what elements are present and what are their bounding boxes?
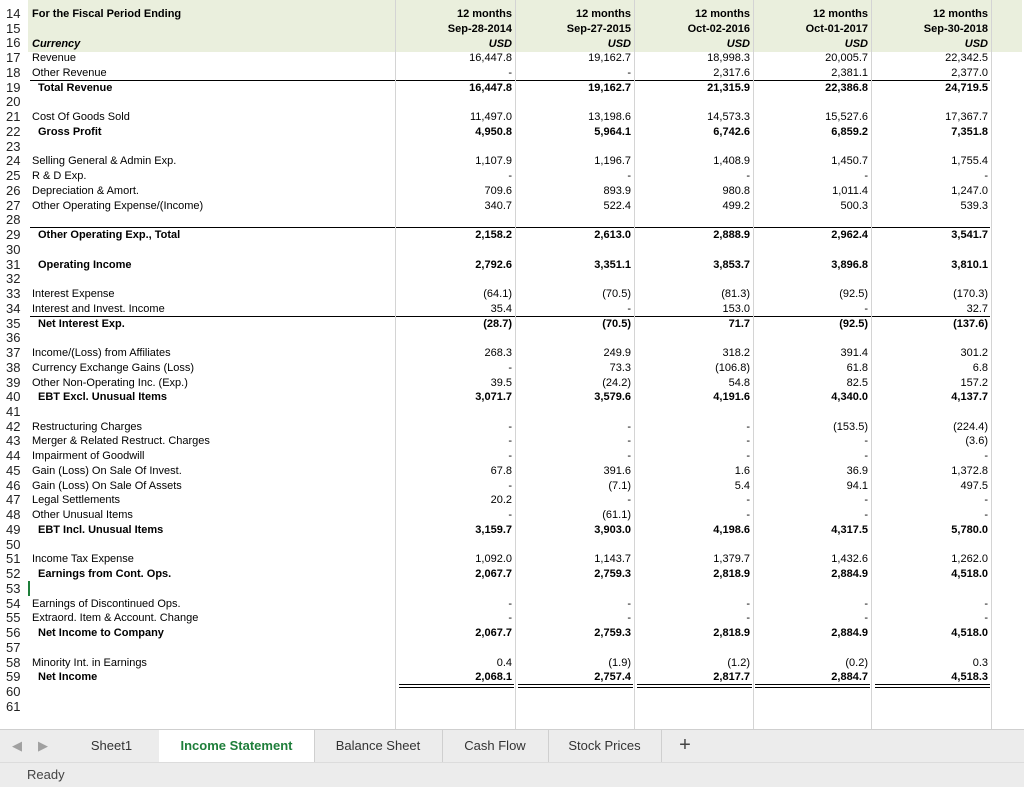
- row-label[interactable]: Legal Settlements: [32, 494, 121, 507]
- value-cell[interactable]: 94.1: [846, 479, 868, 492]
- value-cell[interactable]: 1.6: [734, 464, 750, 477]
- value-cell[interactable]: 2,759.3: [594, 627, 631, 640]
- value-cell[interactable]: 497.5: [960, 479, 988, 492]
- column-gridline: [634, 0, 635, 729]
- row-label[interactable]: Gain (Loss) On Sale Of Assets: [32, 479, 182, 492]
- value-cell[interactable]: -: [627, 66, 631, 79]
- value-cell[interactable]: 2,884.9: [831, 568, 868, 581]
- row-number[interactable]: 24: [6, 153, 21, 169]
- row-number[interactable]: 48: [6, 507, 21, 523]
- value-cell[interactable]: 2,158.2: [475, 229, 512, 242]
- row-label[interactable]: EBT Incl. Unusual Items: [38, 523, 164, 536]
- row-number[interactable]: 32: [6, 271, 21, 287]
- value-cell[interactable]: -: [746, 597, 750, 610]
- row-number[interactable]: 38: [6, 359, 21, 375]
- value-cell[interactable]: -: [746, 509, 750, 522]
- value-cell[interactable]: 153.0: [722, 302, 750, 315]
- row-label[interactable]: Gain (Loss) On Sale Of Invest.: [32, 464, 182, 477]
- value-cell[interactable]: 11,497.0: [469, 111, 512, 124]
- row-number[interactable]: 35: [6, 315, 21, 331]
- total-underline: [518, 684, 633, 688]
- value-cell[interactable]: -: [746, 450, 750, 463]
- column-header-period: 12 months: [694, 8, 750, 20]
- value-cell[interactable]: 20,005.7: [825, 52, 868, 65]
- value-cell[interactable]: 1,011.4: [832, 184, 868, 197]
- row-number[interactable]: 43: [6, 433, 21, 449]
- column-header-period: 12 months: [932, 8, 988, 20]
- value-cell[interactable]: 391.6: [603, 464, 631, 477]
- value-cell[interactable]: (28.7): [483, 317, 512, 330]
- sheet-tab[interactable]: Sheet1: [64, 730, 160, 762]
- value-cell[interactable]: 6,742.6: [713, 125, 750, 138]
- value-cell[interactable]: -: [864, 494, 868, 507]
- value-cell[interactable]: 2,884.7: [831, 671, 868, 684]
- value-cell[interactable]: 301.2: [960, 347, 988, 360]
- value-cell[interactable]: -: [508, 509, 512, 522]
- column-header[interactable]: [758, 7, 868, 52]
- column-header-date: Sep-30-2018: [923, 23, 988, 35]
- value-cell[interactable]: -: [627, 420, 631, 433]
- value-cell[interactable]: 1,432.6: [831, 553, 868, 566]
- row-label[interactable]: Earnings from Cont. Ops.: [38, 568, 172, 581]
- value-cell[interactable]: 16,447.8: [469, 52, 512, 65]
- value-cell[interactable]: 3,903.0: [594, 523, 631, 536]
- row-label[interactable]: Net Interest Exp.: [38, 317, 125, 330]
- row-label[interactable]: Merger & Related Restruct. Charges: [32, 435, 210, 448]
- row-number[interactable]: 16: [6, 35, 21, 51]
- value-cell[interactable]: -: [508, 361, 512, 374]
- row-number[interactable]: 57: [6, 639, 21, 655]
- value-cell[interactable]: 36.9: [846, 464, 868, 477]
- column-header[interactable]: [521, 7, 631, 52]
- value-cell[interactable]: -: [984, 509, 988, 522]
- value-cell[interactable]: 893.9: [603, 184, 631, 197]
- value-cell[interactable]: 1,379.7: [713, 553, 750, 566]
- total-underline: [30, 316, 990, 317]
- header-label[interactable]: For the Fiscal Period Ending: [32, 8, 182, 20]
- value-cell[interactable]: 2,067.7: [475, 627, 512, 640]
- column-header[interactable]: [878, 7, 988, 52]
- total-underline: [637, 684, 752, 688]
- status-text: Ready: [27, 767, 65, 782]
- value-cell[interactable]: 3,071.7: [475, 391, 512, 404]
- value-cell[interactable]: 14,573.3: [707, 111, 750, 124]
- value-cell[interactable]: 2,757.4: [594, 671, 631, 684]
- column-header-date: Oct-01-2017: [805, 23, 868, 35]
- value-cell[interactable]: 2,792.6: [475, 258, 512, 271]
- row-label[interactable]: Gross Profit: [38, 125, 102, 138]
- row-label[interactable]: Interest and Invest. Income: [32, 302, 165, 315]
- row-label[interactable]: Cost Of Goods Sold: [32, 111, 130, 124]
- value-cell[interactable]: 24,719.5: [945, 81, 988, 94]
- value-cell[interactable]: 39.5: [490, 376, 512, 389]
- column-gridline: [871, 0, 872, 729]
- value-cell[interactable]: -: [627, 170, 631, 183]
- value-cell[interactable]: 2,818.9: [713, 627, 750, 640]
- row-label[interactable]: Income/(Loss) from Affiliates: [32, 347, 171, 360]
- value-cell[interactable]: -: [984, 170, 988, 183]
- value-cell[interactable]: 16,447.8: [469, 81, 512, 94]
- value-cell[interactable]: (170.3): [953, 288, 988, 301]
- value-cell[interactable]: 249.9: [603, 347, 631, 360]
- value-cell[interactable]: 5.4: [734, 479, 750, 492]
- add-sheet-button[interactable]: +: [679, 734, 691, 756]
- total-underline: [30, 227, 990, 228]
- value-cell[interactable]: 73.3: [609, 361, 631, 374]
- value-cell[interactable]: 2,817.7: [713, 671, 750, 684]
- value-cell[interactable]: 5,964.1: [594, 125, 631, 138]
- value-cell[interactable]: 2,818.9: [713, 568, 750, 581]
- row-number[interactable]: 45: [6, 462, 21, 478]
- row-label[interactable]: Other Unusual Items: [32, 509, 133, 522]
- column-header-currency: USD: [488, 38, 512, 50]
- row-number[interactable]: 15: [6, 20, 21, 36]
- value-cell[interactable]: 980.8: [722, 184, 750, 197]
- row-number[interactable]: 22: [6, 123, 21, 139]
- next-sheet-icon[interactable]: ▶: [38, 738, 48, 753]
- value-cell[interactable]: 522.4: [603, 199, 631, 212]
- value-cell[interactable]: 3,853.7: [713, 258, 750, 271]
- row-number[interactable]: 60: [6, 684, 21, 700]
- row-number[interactable]: 37: [6, 345, 21, 361]
- value-cell[interactable]: -: [746, 420, 750, 433]
- value-cell[interactable]: (70.5): [602, 317, 631, 330]
- value-cell[interactable]: -: [746, 170, 750, 183]
- value-cell[interactable]: 539.3: [960, 199, 988, 212]
- row-number[interactable]: 21: [6, 109, 21, 125]
- value-cell[interactable]: -: [627, 435, 631, 448]
- value-cell[interactable]: (0.2): [845, 656, 868, 669]
- value-cell[interactable]: 1,408.9: [713, 155, 750, 168]
- row-number[interactable]: 33: [6, 286, 21, 302]
- value-cell[interactable]: -: [984, 450, 988, 463]
- column-header-date: Oct-02-2016: [687, 23, 750, 35]
- value-cell[interactable]: 21,315.9: [707, 81, 750, 94]
- row-number[interactable]: 18: [6, 64, 21, 80]
- row-label[interactable]: Impairment of Goodwill: [32, 450, 145, 463]
- row-label[interactable]: Other Operating Expense/(Income): [32, 199, 204, 212]
- column-gridline: [515, 0, 516, 729]
- value-cell[interactable]: 2,068.1: [475, 671, 512, 684]
- value-cell[interactable]: -: [508, 170, 512, 183]
- value-cell[interactable]: 19,162.7: [588, 81, 631, 94]
- value-cell[interactable]: 0.4: [496, 656, 512, 669]
- value-cell[interactable]: 2,613.0: [594, 229, 631, 242]
- value-cell[interactable]: 0.3: [972, 656, 988, 669]
- value-cell[interactable]: 1,092.0: [475, 553, 512, 566]
- value-cell[interactable]: 13,198.6: [588, 111, 631, 124]
- row-number[interactable]: 25: [6, 168, 21, 184]
- row-number[interactable]: 58: [6, 654, 21, 670]
- value-cell[interactable]: (1.2): [727, 656, 750, 669]
- sheet-tab[interactable]: Cash Flow: [442, 730, 549, 762]
- value-cell[interactable]: 2,888.9: [713, 229, 750, 242]
- value-cell[interactable]: -: [984, 597, 988, 610]
- row-label[interactable]: R & D Exp.: [32, 170, 87, 183]
- value-cell[interactable]: 4,191.6: [713, 391, 750, 404]
- value-cell[interactable]: 71.7: [728, 317, 750, 330]
- row-number[interactable]: 31: [6, 256, 21, 272]
- column-header-date: Sep-28-2014: [447, 23, 512, 35]
- row-label[interactable]: Earnings of Discontinued Ops.: [32, 597, 181, 610]
- value-cell[interactable]: -: [508, 435, 512, 448]
- value-cell[interactable]: 4,518.0: [951, 568, 988, 581]
- value-cell[interactable]: -: [508, 597, 512, 610]
- row-label[interactable]: Depreciation & Amort.: [32, 184, 139, 197]
- value-cell[interactable]: (1.9): [608, 656, 631, 669]
- row-number[interactable]: 55: [6, 610, 21, 626]
- value-cell[interactable]: 4,950.8: [475, 125, 512, 138]
- column-header-date: Sep-27-2015: [566, 23, 631, 35]
- value-cell[interactable]: 22,342.5: [945, 52, 988, 65]
- value-cell[interactable]: (64.1): [483, 288, 512, 301]
- value-cell[interactable]: (153.5): [833, 420, 868, 433]
- value-cell[interactable]: -: [627, 494, 631, 507]
- value-cell[interactable]: 6.8: [972, 361, 988, 374]
- value-cell[interactable]: 709.6: [484, 184, 512, 197]
- value-cell[interactable]: -: [508, 420, 512, 433]
- value-cell[interactable]: (224.4): [953, 420, 988, 433]
- value-cell[interactable]: 4,198.6: [713, 523, 750, 536]
- value-cell[interactable]: 1,755.4: [951, 155, 988, 168]
- row-number[interactable]: 49: [6, 521, 21, 537]
- row-label[interactable]: Other Operating Exp., Total: [38, 229, 181, 242]
- value-cell[interactable]: 35.4: [490, 302, 512, 315]
- value-cell[interactable]: (92.5): [839, 288, 868, 301]
- row-number[interactable]: 50: [6, 536, 21, 552]
- value-cell[interactable]: 1,450.7: [831, 155, 868, 168]
- row-number[interactable]: 14: [6, 6, 21, 21]
- value-cell[interactable]: 82.5: [846, 376, 868, 389]
- row-label[interactable]: Restructuring Charges: [32, 420, 143, 433]
- row-label[interactable]: Interest Expense: [32, 288, 115, 301]
- value-cell[interactable]: 1,196.7: [594, 155, 631, 168]
- column-gridline: [991, 0, 992, 729]
- row-number[interactable]: 46: [6, 477, 21, 493]
- value-cell[interactable]: 4,518.3: [951, 671, 988, 684]
- value-cell[interactable]: (3.6): [965, 435, 988, 448]
- value-cell[interactable]: -: [864, 450, 868, 463]
- value-cell[interactable]: (81.3): [721, 288, 750, 301]
- value-cell[interactable]: 54.8: [728, 376, 750, 389]
- row-label[interactable]: Operating Income: [38, 258, 132, 271]
- column-gridline: [395, 0, 396, 729]
- row-label[interactable]: Selling General & Admin Exp.: [32, 155, 177, 168]
- prev-sheet-icon[interactable]: ◀: [12, 738, 22, 753]
- value-cell[interactable]: -: [864, 435, 868, 448]
- value-cell[interactable]: (106.8): [715, 361, 750, 374]
- row-number[interactable]: 56: [6, 625, 21, 641]
- value-cell[interactable]: 499.2: [722, 199, 750, 212]
- row-label[interactable]: Other Revenue: [32, 66, 107, 79]
- row-number[interactable]: 39: [6, 374, 21, 390]
- row-number[interactable]: 52: [6, 566, 21, 582]
- value-cell[interactable]: 3,351.1: [594, 258, 631, 271]
- value-cell[interactable]: -: [508, 450, 512, 463]
- value-cell[interactable]: 32.7: [966, 302, 988, 315]
- row-number[interactable]: 42: [6, 418, 21, 434]
- value-cell[interactable]: 3,159.7: [475, 523, 512, 536]
- value-cell[interactable]: 18,998.3: [707, 52, 750, 65]
- row-label[interactable]: Revenue: [32, 52, 77, 65]
- total-underline: [755, 684, 870, 688]
- value-cell[interactable]: 4,340.0: [831, 391, 868, 404]
- value-cell[interactable]: 3,541.7: [951, 229, 988, 242]
- row-number[interactable]: 20: [6, 94, 21, 110]
- value-cell[interactable]: -: [508, 479, 512, 492]
- value-cell[interactable]: -: [864, 597, 868, 610]
- value-cell[interactable]: 15,527.6: [825, 111, 868, 124]
- value-cell[interactable]: 340.7: [484, 199, 512, 212]
- row-number[interactable]: 51: [6, 551, 21, 567]
- value-cell[interactable]: (24.2): [602, 376, 631, 389]
- value-cell[interactable]: 1,262.0: [951, 553, 988, 566]
- row-label[interactable]: Other Non-Operating Inc. (Exp.): [32, 376, 188, 389]
- value-cell[interactable]: 1,247.0: [951, 184, 988, 197]
- row-number[interactable]: 61: [6, 698, 21, 714]
- value-cell[interactable]: 1,372.8: [951, 464, 988, 477]
- row-number[interactable]: 59: [6, 669, 21, 685]
- total-underline: [399, 684, 514, 688]
- value-cell[interactable]: 4,137.7: [951, 391, 988, 404]
- value-cell[interactable]: 318.2: [722, 347, 750, 360]
- row-number[interactable]: 41: [6, 403, 21, 419]
- status-bar: [0, 762, 1024, 787]
- row-number[interactable]: 47: [6, 492, 21, 508]
- sheet-tab[interactable]: Stock Prices: [548, 730, 662, 762]
- value-cell[interactable]: -: [864, 170, 868, 183]
- value-cell[interactable]: 1,143.7: [594, 553, 631, 566]
- currency-label[interactable]: Currency: [32, 38, 81, 50]
- value-cell[interactable]: 500.3: [840, 199, 868, 212]
- value-cell[interactable]: 20.2: [490, 494, 512, 507]
- column-gridline: [753, 0, 754, 729]
- row-label[interactable]: Income Tax Expense: [32, 553, 134, 566]
- value-cell[interactable]: 2,884.9: [831, 627, 868, 640]
- value-cell[interactable]: 268.3: [484, 347, 512, 360]
- value-cell[interactable]: 2,317.6: [713, 66, 750, 79]
- value-cell[interactable]: 391.4: [840, 347, 868, 360]
- value-cell[interactable]: -: [864, 612, 868, 625]
- row-number[interactable]: 23: [6, 138, 21, 154]
- row-label[interactable]: Total Revenue: [38, 81, 113, 94]
- value-cell[interactable]: (92.5): [839, 317, 868, 330]
- row-number[interactable]: 19: [6, 79, 21, 95]
- value-cell[interactable]: 6,859.2: [831, 125, 868, 138]
- row-number[interactable]: 28: [6, 212, 21, 228]
- value-cell[interactable]: -: [984, 494, 988, 507]
- value-cell[interactable]: -: [508, 66, 512, 79]
- row-number[interactable]: 29: [6, 227, 21, 243]
- value-cell[interactable]: -: [746, 435, 750, 448]
- row-label[interactable]: Extraord. Item & Account. Change: [32, 612, 199, 625]
- row-number[interactable]: 34: [6, 300, 21, 316]
- value-cell[interactable]: 2,759.3: [594, 568, 631, 581]
- total-underline: [875, 684, 990, 688]
- row-number[interactable]: 30: [6, 241, 21, 257]
- column-header-period: 12 months: [812, 8, 868, 20]
- row-label[interactable]: EBT Excl. Unusual Items: [38, 391, 167, 404]
- column-header[interactable]: [640, 7, 750, 52]
- value-cell[interactable]: (7.1): [608, 479, 631, 492]
- value-cell[interactable]: 2,381.1: [831, 66, 868, 79]
- active-cell-indicator: [28, 581, 30, 596]
- value-cell[interactable]: (70.5): [602, 288, 631, 301]
- row-label[interactable]: Currency Exchange Gains (Loss): [32, 361, 195, 374]
- value-cell[interactable]: 61.8: [846, 361, 868, 374]
- value-cell[interactable]: -: [508, 612, 512, 625]
- row-label[interactable]: Net Income: [38, 671, 98, 684]
- row-number[interactable]: 40: [6, 389, 21, 405]
- value-cell[interactable]: 3,579.6: [594, 391, 631, 404]
- value-cell[interactable]: 7,351.8: [951, 125, 988, 138]
- value-cell[interactable]: 4,317.5: [831, 523, 868, 536]
- column-header-currency: USD: [964, 38, 988, 50]
- column-header-currency: USD: [607, 38, 631, 50]
- value-cell[interactable]: -: [627, 302, 631, 315]
- value-cell[interactable]: 67.8: [490, 464, 512, 477]
- value-cell[interactable]: 2,377.0: [951, 66, 988, 79]
- value-cell[interactable]: 4,518.0: [951, 627, 988, 640]
- value-cell[interactable]: 3,810.1: [951, 258, 988, 271]
- value-cell[interactable]: 2,067.7: [475, 568, 512, 581]
- column-header-period: 12 months: [456, 8, 512, 20]
- sheet-tab-bar: [0, 729, 1024, 763]
- value-cell[interactable]: 19,162.7: [588, 52, 631, 65]
- value-cell[interactable]: 3,896.8: [831, 258, 868, 271]
- value-cell[interactable]: -: [746, 612, 750, 625]
- row-number[interactable]: 54: [6, 595, 21, 611]
- value-cell[interactable]: -: [864, 302, 868, 315]
- value-cell[interactable]: -: [864, 509, 868, 522]
- value-cell[interactable]: (137.6): [953, 317, 988, 330]
- column-header-currency: USD: [844, 38, 868, 50]
- value-cell[interactable]: -: [627, 597, 631, 610]
- column-header-period: 12 months: [575, 8, 631, 20]
- value-cell[interactable]: -: [627, 612, 631, 625]
- row-number[interactable]: 27: [6, 197, 21, 213]
- value-cell[interactable]: 157.2: [960, 376, 988, 389]
- column-header-currency: USD: [726, 38, 750, 50]
- column-header[interactable]: [402, 7, 512, 52]
- value-cell[interactable]: 5,780.0: [951, 523, 988, 536]
- row-number[interactable]: 17: [6, 50, 21, 66]
- row-number[interactable]: 44: [6, 448, 21, 464]
- row-number[interactable]: 36: [6, 330, 21, 346]
- value-cell[interactable]: 1,107.9: [475, 155, 512, 168]
- row-label[interactable]: Net Income to Company: [38, 627, 164, 640]
- value-cell[interactable]: (61.1): [602, 509, 631, 522]
- row-number[interactable]: 26: [6, 182, 21, 198]
- total-underline: [30, 80, 990, 81]
- row-label[interactable]: Minority Int. in Earnings: [32, 656, 147, 669]
- value-cell[interactable]: 2,962.4: [831, 229, 868, 242]
- row-number[interactable]: 53: [6, 580, 21, 596]
- sheet-tab[interactable]: Balance Sheet: [314, 730, 443, 762]
- value-cell[interactable]: 17,367.7: [945, 111, 988, 124]
- value-cell[interactable]: -: [984, 612, 988, 625]
- value-cell[interactable]: -: [746, 494, 750, 507]
- value-cell[interactable]: 22,386.8: [825, 81, 868, 94]
- sheet-tab[interactable]: Income Statement: [159, 730, 315, 763]
- value-cell[interactable]: -: [627, 450, 631, 463]
